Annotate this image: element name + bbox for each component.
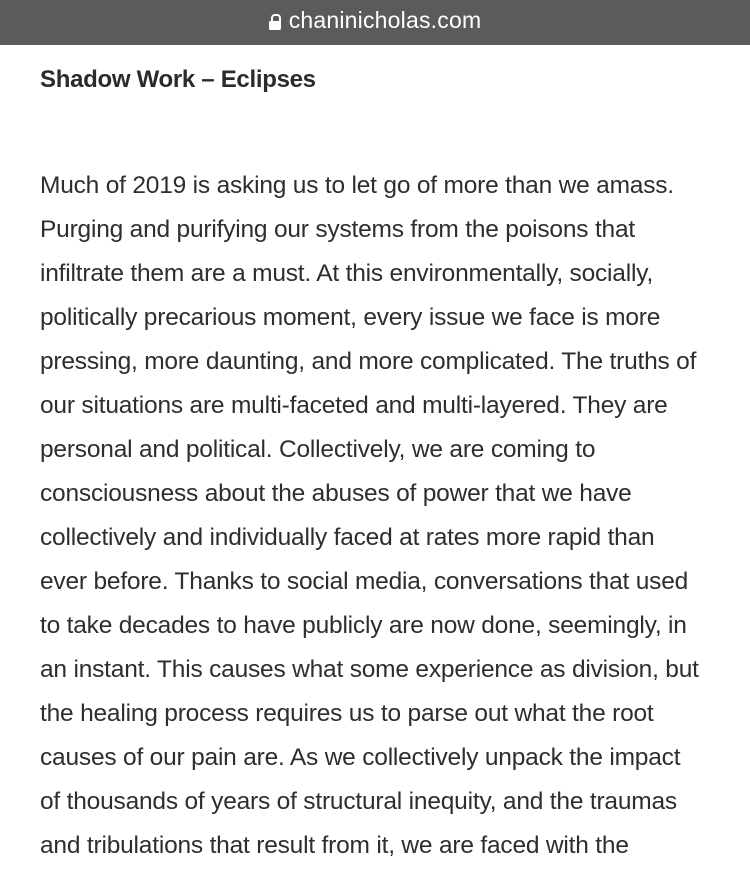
article-line: to take decades to have publicly are now done, seemingly, in <box>40 612 687 639</box>
article-line: the healing process requires us to parse out what the root <box>40 700 654 727</box>
article-line: Purging and purifying our systems from the poisons that <box>40 216 636 243</box>
article-line: politically precarious moment, every issue we face is more <box>40 304 661 331</box>
article-line: consciousness about the abuses of power that we have <box>40 480 632 507</box>
article-line: personal and political. Collectively, we are coming to <box>40 436 596 463</box>
article-line: our situations are multi-faceted and multi-layered. They are <box>40 392 668 419</box>
article-title: Shadow Work – Eclipses <box>40 66 316 93</box>
article-line: infiltrate them are a must. At this environmentally, socially, <box>40 260 654 287</box>
url-text[interactable]: chaninicholas.com <box>288 7 482 33</box>
article-line: an instant. This causes what some experience as division, but <box>40 656 699 683</box>
article-line: of thousands of years of structural inequity, and the traumas <box>40 788 677 815</box>
browser-address-bar[interactable] <box>0 0 750 45</box>
article-line: Much of 2019 is asking us to let go of more than we amass. <box>40 172 674 199</box>
article-body <box>40 164 730 868</box>
url-display[interactable] <box>269 7 482 34</box>
article-line: collectively and individually faced at rates more rapid than <box>40 524 655 551</box>
lock-icon <box>269 14 281 30</box>
article-line: ever before. Thanks to social media, conversations that used <box>40 568 689 595</box>
article-line: pressing, more daunting, and more complicated. The truths of <box>40 348 697 375</box>
article-line: and tribulations that result from it, we are faced with the <box>40 832 629 859</box>
article-line: causes of our pain are. As we collectively unpack the impact <box>40 744 681 771</box>
